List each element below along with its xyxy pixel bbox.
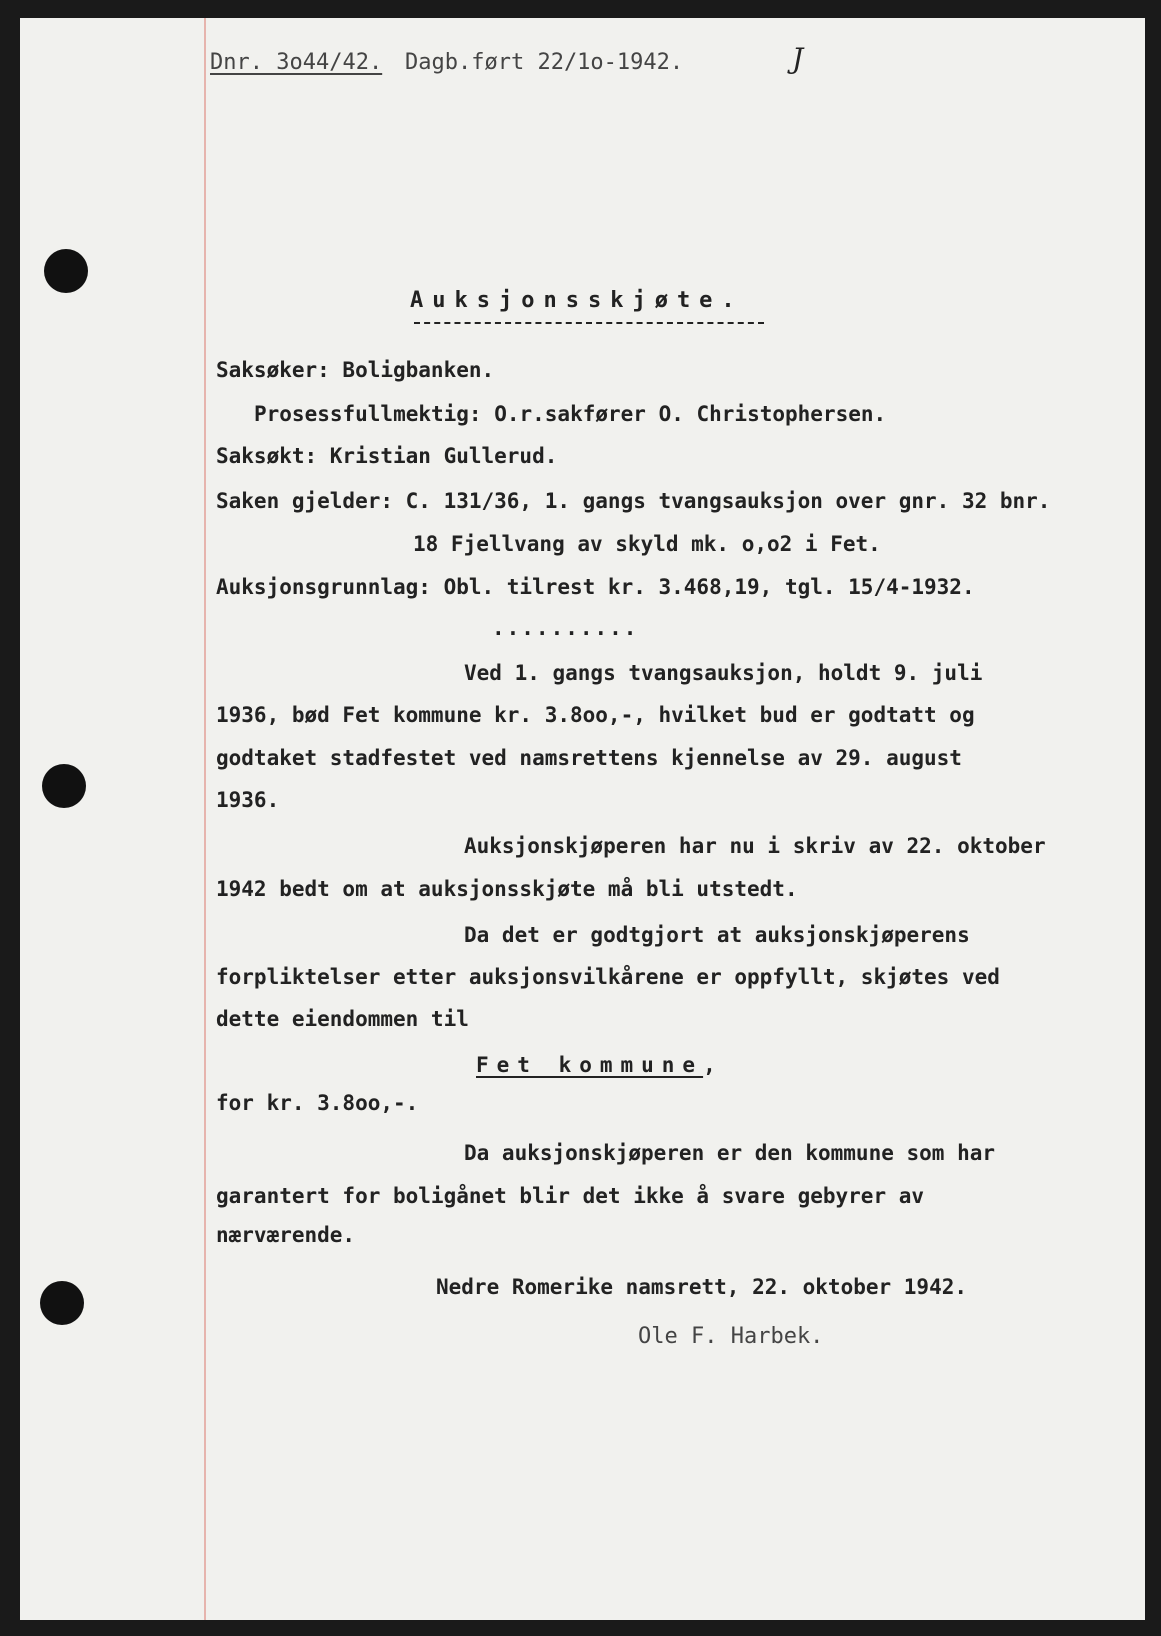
para1-line1: Ved 1. gangs tvangsauksjon, holdt 9. juli bbox=[464, 661, 983, 685]
para3-line1: Da det er godtgjort at auksjonskjøperens bbox=[464, 923, 970, 947]
case-line-cont: 18 Fjellvang av skyld mk. o,o2 i Fet. bbox=[413, 532, 881, 556]
para1-line4: 1936. bbox=[216, 788, 280, 812]
handwritten-mark: J bbox=[792, 42, 804, 75]
para3-line3: dette eiendommen til bbox=[216, 1007, 469, 1031]
para2-line2: 1942 bedt om at auksjonsskjøte må bli utstedt. bbox=[216, 877, 798, 901]
para1-line3: godtaket stadfestet ved namsrettens kjennelse av 29. august bbox=[216, 746, 962, 770]
basis-line: Auksjonsgrunnlag: Obl. tilrest kr. 3.468,19, tgl. 15/4-1932. bbox=[216, 575, 975, 599]
document-title: Auksjonsskjøte. bbox=[410, 288, 744, 313]
plaintiff-line: Saksøker: Boligbanken. bbox=[216, 358, 495, 382]
court-date-line: Nedre Romerike namsrett, 22. oktober 1942. bbox=[436, 1275, 968, 1299]
para1-line2: 1936, bød Fet kommune kr. 3.8oo,-, hvilket bud er godtatt og bbox=[216, 703, 975, 727]
recipient-name: Fet kommune bbox=[476, 1053, 704, 1077]
separator-dots: .......... bbox=[492, 616, 639, 640]
punch-hole-middle bbox=[42, 764, 86, 808]
para3-line2: forpliktelser etter auksjonsvilkårene er oppfyllt, skjøtes ved bbox=[216, 965, 1000, 989]
price-line: for kr. 3.8oo,-. bbox=[216, 1091, 419, 1115]
margin-line bbox=[204, 18, 206, 1620]
recipient-comma: , bbox=[703, 1053, 716, 1077]
recipient-line bbox=[476, 1052, 716, 1078]
document-page bbox=[20, 18, 1145, 1620]
judge-name: Ole F. Harbek. bbox=[638, 1324, 824, 1349]
punch-hole-top bbox=[44, 249, 88, 293]
title-underline bbox=[414, 322, 764, 324]
para4-line2: garantert for boligånet blir det ikke å svare gebyrer av bbox=[216, 1184, 925, 1208]
para4-line1: Da auksjonskjøperen er den kommune som har bbox=[464, 1141, 996, 1165]
header-dagbok: Dagb.ført 22/1o-1942. bbox=[405, 50, 684, 75]
header-dnr bbox=[210, 50, 382, 76]
attorney-line: Prosessfullmektig: O.r.sakfører O. Christophersen. bbox=[254, 402, 887, 426]
punch-hole-bottom bbox=[40, 1281, 84, 1325]
dnr-text: Dnr. 3o44/42. bbox=[210, 50, 383, 75]
para4-line3: nærværende. bbox=[216, 1223, 356, 1247]
para2-line1: Auksjonskjøperen har nu i skriv av 22. oktober bbox=[464, 834, 1046, 858]
defendant-line: Saksøkt: Kristian Gullerud. bbox=[216, 444, 558, 468]
case-line: Saken gjelder: C. 131/36, 1. gangs tvangsauksjon over gnr. 32 bnr. bbox=[216, 489, 1051, 513]
